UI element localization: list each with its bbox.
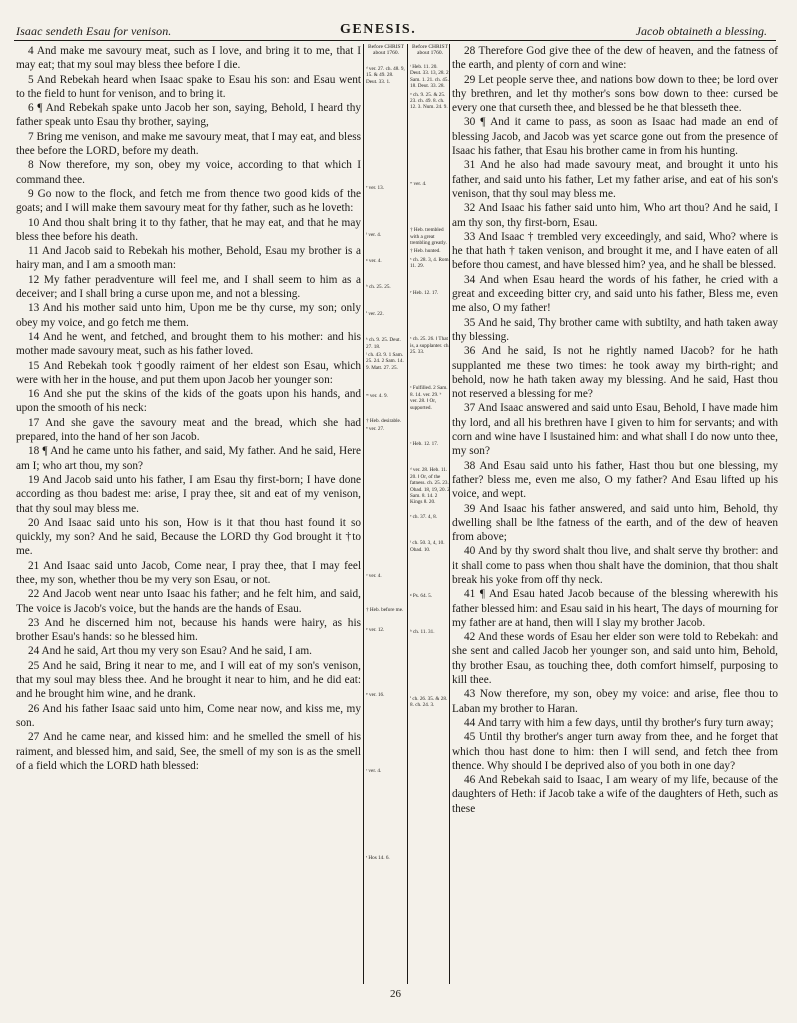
verse: 32 And Isaac his father said unto him, Who art thou? And he said, I am thy son, thy first-born, Esau. (452, 202, 778, 229)
column-rule-2 (407, 44, 408, 984)
verse: 11 And Jacob said to Rebekah his mother, Behold, Esau my brother is a hairy man, and I am a smooth man: (16, 245, 361, 272)
verse: 27 And he came near, and kissed him: and he smelled the smell of his raiment, and blessed him, and said, See, the smell of my son is as the smell of a field which the LORD hath blessed: (16, 731, 361, 772)
margin-ref: ᵐ ver. 4. 9. (366, 393, 388, 400)
margin-ref: ᵒ ver. 4. (366, 572, 382, 579)
verse: 22 And Jacob went near unto Isaac his father; and he felt him, and said, The voice is Jacob's voice, but the hands are the hands of Esau. (16, 588, 361, 615)
marginal-references-b (410, 44, 450, 709)
margin-ref: ʳ ver. 4. (366, 768, 382, 775)
margin-ref: ˢ Hos 14. 6. (366, 854, 390, 861)
verse: 17 And she gave the savoury meat and the bread, which she had prepared, into the hand of her son Jacob. (16, 416, 361, 444)
margin-ref: ⁱ ch. 26. 35. & 28. 8. ch. 24. 3. (410, 695, 448, 709)
book-title: GENESIS. (340, 22, 417, 37)
verse: 18 ¶ And he came unto his father, and said, My father. And he said, Here am I; who art thou, my son? (16, 445, 361, 472)
margin-heading: Before CHRIST about 1760. (412, 44, 448, 56)
margin-ref: ʰ ch. 25. 25. (366, 284, 391, 291)
margin-ref: ᵈ ver. 28. Heb. 11. 20. ‖ Or, of the fatness. ch. 25. 23. Obad. 18, 19, 20. 2 Sam. 8. 14. 2 Kings 8. 20. (410, 467, 450, 506)
verse: 38 And Esau said unto his father, Hast thou but one blessing, my father? bless me, even me also, O my father? And Esau lifted up his voice, and wept. (452, 459, 778, 501)
verse: 44 And tarry with him a few days, until thy brother's fury turn away; (464, 716, 774, 729)
verse: 23 And he discerned him not, because his hands were hairy, as his brother Esau's hands: so he blessed him. (16, 616, 361, 644)
verse: 43 Now therefore, my son, obey my voice: and arise, flee thou to Laban my brother to Haran. (452, 688, 778, 715)
margin-heading: Before CHRIST about 1760. (368, 44, 404, 56)
margin-ref: ᶜ Heb. 12. 17. (410, 440, 439, 447)
margin-ref: ᶠ ver. 4. (366, 231, 382, 238)
verse: 12 My father peradventure will feel me, and I shall seem to him as a deceiver; and I shall bring a curse upon me, and not a blessing. (16, 273, 361, 301)
margin-ref: ʷ ver. 4. (410, 180, 427, 187)
verse: 9 Go now to the flock, and fetch me from thence two good kids of the goats; and I will make them savoury meat for thy father, such as he loveth: (16, 187, 361, 215)
verse: 34 And when Esau heard the words of his father, he cried with a great and exceeding bitter cry, and said unto his father, Bless me, even me also, O my father! (452, 273, 778, 315)
verse: 42 And these words of Esau her elder son were told to Rebekah: and she sent and called Jacob her younger son, and said unto him, Behold, thy brother Esau, as touching thee, doth comfort himself, purposing to kill thee. (452, 631, 778, 687)
verse: 5 And Rebekah heard when Isaac spake to Esau his son: and Esau went to the field to hunt for venison, and to bring it. (16, 73, 361, 100)
header-rule (14, 40, 776, 41)
verse: 20 And Isaac said unto his son, How is it that thou hast found it so quickly, my son? And he said, Because the LORD thy God brought it †to me. (16, 516, 361, 558)
margin-ref: ᵈ ver. 27. ch. 48. 9, 15. & 49. 28. Deut. 33. 1. (366, 66, 405, 85)
verse: 33 And Isaac † trembled very exceedingly, and said, Who? where is he that hath † taken venison, and brought it me, and I have eaten of all before thou camest, and have blessed him? yea, and he shall be blessed. (452, 230, 778, 272)
margin-ref: ʸ Heb. 12. 17. (410, 289, 439, 296)
verse: 41 ¶ And Esau hated Jacob because of the blessing wherewith his father blessed him: and Esau said in his heart, The days of mourning for my father are at hand, then will I slay my brother Jacob. (452, 588, 778, 629)
verse: 21 And Isaac said unto Jacob, Come near, I pray thee, that I may feel thee, my son, whether thou be my very son Esau, or not. (16, 559, 361, 586)
margin-ref: ʰ ch. 11. 31. (410, 629, 435, 636)
verse: 39 And Isaac his father answered, and said unto him, Behold, thy dwelling shall be ‖the fatness of the earth, and of the dew of heaven from above; (452, 502, 778, 544)
verse: 24 And he said, Art thou my very son Esau? And he said, I am. (28, 645, 312, 658)
verse: 7 Bring me venison, and make me savoury meat, that I may eat, and bless thee before the LORD, before my death. (16, 130, 361, 158)
marginal-references-a (366, 44, 406, 861)
verse: 19 And Jacob said unto his father, I am Esau thy first-born; I have done according as thou badest me: arise, I pray thee, sit and eat of my venison, that thy soul may bless me. (16, 473, 361, 515)
verse: 31 And he also had made savoury meat, and brought it unto his father, and said unto his father, Let my father arise, and eat of his son's venison, that thy soul may bless me. (452, 159, 778, 200)
margin-ref: † Heb. trembled with a great trembling greatly. (410, 227, 447, 247)
verse: 25 And he said, Bring it near to me, and I will eat of my son's venison, that my soul may bless thee. And he brought it near to him, and he did eat: and he brought him wine, and he drank. (16, 659, 361, 701)
verse: 26 And his father Isaac said unto him, Come near now, and kiss me, my son. (16, 702, 361, 729)
verse: 45 Until thy brother's anger turn away from thee, and he forget that which thou hast done to him: then I will send, and fetch thee from thence. Why should I be deprived also of you both in one day? (452, 731, 778, 772)
running-head-right: Jacob obtaineth a blessing. (635, 24, 767, 38)
margin-ref: ᶠ ch. 50. 3, 4, 10. Obad. 10. (410, 540, 445, 553)
page-number: 26 (390, 988, 401, 1000)
right-text-column (452, 44, 778, 816)
verse: 14 And he went, and fetched, and brought them to his mother: and his mother made savoury meat, such as his father loved. (16, 330, 361, 358)
margin-ref: ᵉ ver. 13. (366, 185, 385, 192)
verse: 4 And make me savoury meat, such as I love, and bring it to me, that I may eat; that my soul may bless thee before I die. (16, 45, 361, 72)
verse: 15 And Rebekah took †goodly raiment of her eldest son Esau, which were with her in the house, and put them upon Jacob her younger son: (16, 359, 361, 386)
verse: 29 Let people serve thee, and nations bow down to thee; be lord over thy brethren, and let thy mother's sons bow down to thee: cursed be every one that curseth thee, and blessed be he that blesseth thee. (452, 73, 778, 115)
margin-ref: ᵠ ver. 16. (366, 691, 385, 698)
margin-ref: ⁱ ver. 22. (366, 310, 384, 317)
margin-ref: ᵍ ver. 4. (366, 258, 382, 265)
margin-ref: ᵍ Ps. 64. 5. (410, 593, 433, 599)
margin-ref: † Heb. before me. (366, 606, 404, 613)
margin-ref: ᶻ ch. 25. 26. ‖ That is, a supplanter. ch. 25. 33. (410, 336, 450, 355)
verse: 13 And his mother said unto him, Upon me be thy curse, my son; only obey my voice, and go fetch me them. (16, 302, 361, 329)
margin-ref: ⁿ ver. 27. (366, 426, 385, 433)
margin-ref: † Heb. hunted. (410, 248, 441, 255)
margin-ref: ᵖ ver. 12. (366, 627, 385, 634)
column-rule-1 (363, 44, 364, 984)
left-text-column (16, 44, 361, 773)
margin-ref: ᵃ Fulfilled. 2 Sam. 8. 14. ver. 29. ᵇ ver. 28. ‖ Or, supported. (410, 385, 448, 411)
verse: 28 Therefore God give thee of the dew of heaven, and the fatness of the earth, and plenty of corn and wine: (452, 45, 778, 72)
running-head-left: Isaac sendeth Esau for venison. (16, 24, 172, 38)
margin-ref: † Heb. desirable. (366, 417, 402, 424)
verse: 40 And by thy sword shalt thou live, and shalt serve thy brother: and it shall come to pass when thou shalt have the dominion, that thou shalt break his yoke from off thy neck. (452, 545, 778, 586)
verse: 35 And he said, Thy brother came with subtilty, and hath taken away thy blessing. (452, 316, 778, 343)
verse: 16 And she put the skins of the kids of the goats upon his hands, and upon the smooth of his neck: (16, 388, 361, 415)
margin-ref: ˣ ch. 28. 3, 4. Rom. 11. 29. (410, 256, 450, 270)
verse: 8 Now therefore, my son, obey my voice, according to that which I command thee. (16, 159, 361, 186)
verse: 37 And Isaac answered and said unto Esau, Behold, I have made him thy lord, and all his brethren have I given to him for servants; and with corn and wine have I ‖sustained him: and what shall I do now unto thee, my son? (452, 402, 778, 458)
margin-ref: ᵉ ch. 37. 4, 8. (410, 513, 437, 520)
margin-ref: ˡ ch. 43. 9. 1 Sam. 25. 24. 2 Sam. 14. 9. Matt. 27. 25. (366, 352, 404, 371)
verse: 46 And Rebekah said to Isaac, I am weary of my life, because of the daughters of Heth: if Jacob take a wife of the daughters of Heth, such as these (452, 774, 778, 815)
margin-ref: ᵗ Heb. 11. 20. Deut. 33. 13, 28. 2 Sam. 1. 21. ch. 45. 18. Deut. 33. 28. (410, 64, 449, 90)
margin-ref: ᵘ ch. 9. 25. & 25. 23. ch. 49. 8. ch. 12. 3. Num. 24. 9. (410, 91, 448, 111)
verse: 36 And he said, Is not he rightly named ‖Jacob? for he hath supplanted me these two times: he took away my birth-right; and behold, now he hath taken away my blessing. And he said, Hast thou not reserved a blessing for me? (452, 345, 778, 401)
verse: 30 ¶ And it came to pass, as soon as Isaac had made an end of blessing Jacob, and Jacob was yet scarce gone out from the presence of Isaac his father, that Esau his brother came in from his hunting. (452, 116, 778, 158)
verse: 10 And thou shalt bring it to thy father, that he may eat, and that he may bless thee before his death. (16, 216, 361, 243)
margin-ref: ᵏ ch. 9. 25. Deut. 27. 18. (366, 337, 401, 350)
verse: 6 ¶ And Rebekah spake unto Jacob her son, saying, Behold, I heard thy father speak unto Esau thy brother, saying, (16, 102, 361, 129)
